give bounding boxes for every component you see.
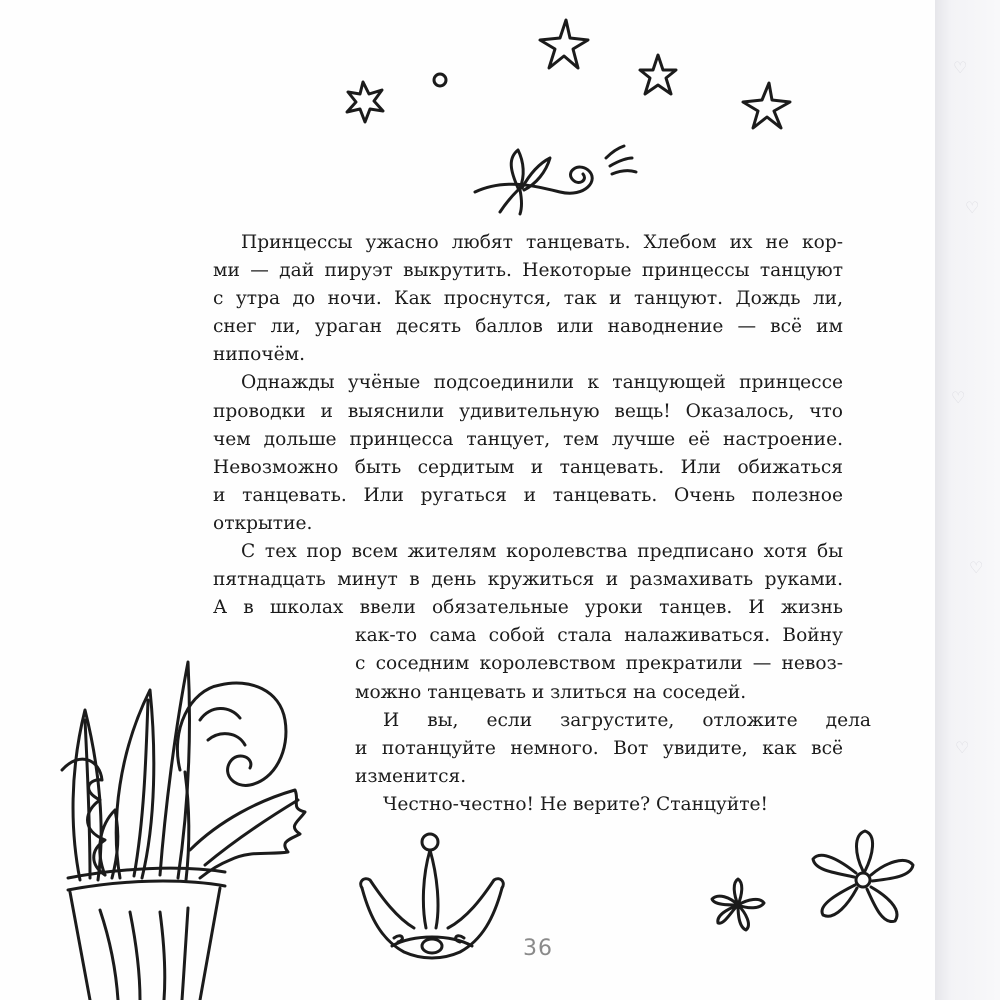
text-line: открытие. bbox=[213, 512, 313, 534]
small-flower-icon bbox=[708, 875, 768, 935]
paragraph bbox=[213, 369, 843, 538]
heart-icon: ♡ bbox=[955, 738, 970, 757]
text-line: Честно-честно! Не верите? Станцуйте! bbox=[383, 793, 769, 815]
page-number: 36 bbox=[523, 936, 553, 961]
text-line: и потанцуйте немного. Вот увидите, как всё bbox=[355, 737, 843, 759]
text-line: И вы, если загрустите, отложите дела bbox=[383, 709, 871, 731]
text-line: с соседним королевством прекратили — невоз- bbox=[355, 653, 843, 675]
text-line: как-то сама собой стала налаживаться. Войну bbox=[355, 625, 843, 647]
text-line: изменится. bbox=[355, 765, 467, 787]
heart-icon: ♡ bbox=[951, 388, 966, 407]
heart-icon: ♡ bbox=[969, 558, 984, 577]
flower-icon bbox=[805, 825, 920, 935]
heart-icon: ♡ bbox=[953, 58, 968, 77]
crown-icon bbox=[352, 828, 512, 968]
text-line: С тех пор всем жителям королевства предписано хотя бы bbox=[241, 541, 843, 563]
text-line: А в школах ввели обязательные уроки танцев. И жизнь bbox=[213, 597, 843, 619]
text-line: Невозможно быть сердитым и танцевать. Или обижаться bbox=[213, 456, 843, 478]
text-line: Принцессы ужасно любят танцевать. Хлебом их не кор- bbox=[241, 232, 843, 253]
paragraph bbox=[213, 229, 843, 369]
heart-icon: ♡ bbox=[965, 198, 980, 217]
stars-doodle-icon bbox=[320, 10, 810, 160]
text-line: проводки и выяснили удивительную вещь! Оказалось, что bbox=[213, 400, 843, 422]
text-line: нипочём. bbox=[213, 344, 306, 366]
page-gutter bbox=[935, 0, 1000, 1000]
text-line: чем дольше принцесса танцует, тем лучше её настроение. bbox=[213, 428, 843, 450]
text-line: можно танцевать и злиться на соседей. bbox=[355, 681, 747, 703]
text-line: с утра до ночи. Как проснутся, так и танцуют. Дождь ли, bbox=[213, 288, 843, 310]
text-line: снег ли, ураган десять баллов или наводнение — всё им bbox=[213, 316, 843, 338]
text-line: Однажды учёные подсоединили к танцующей принцессе bbox=[241, 372, 843, 394]
text-line: пятнадцать минут в день кружиться и размахивать руками. bbox=[213, 569, 843, 591]
text-line: и танцевать. Или ругаться и танцевать. Очень полезное bbox=[213, 484, 843, 506]
potted-plant-illustration bbox=[60, 650, 330, 1000]
swirl-ornament-icon bbox=[470, 140, 640, 220]
text-line: ми — дай пируэт выкрутить. Некоторые принцессы танцуют bbox=[213, 260, 843, 282]
